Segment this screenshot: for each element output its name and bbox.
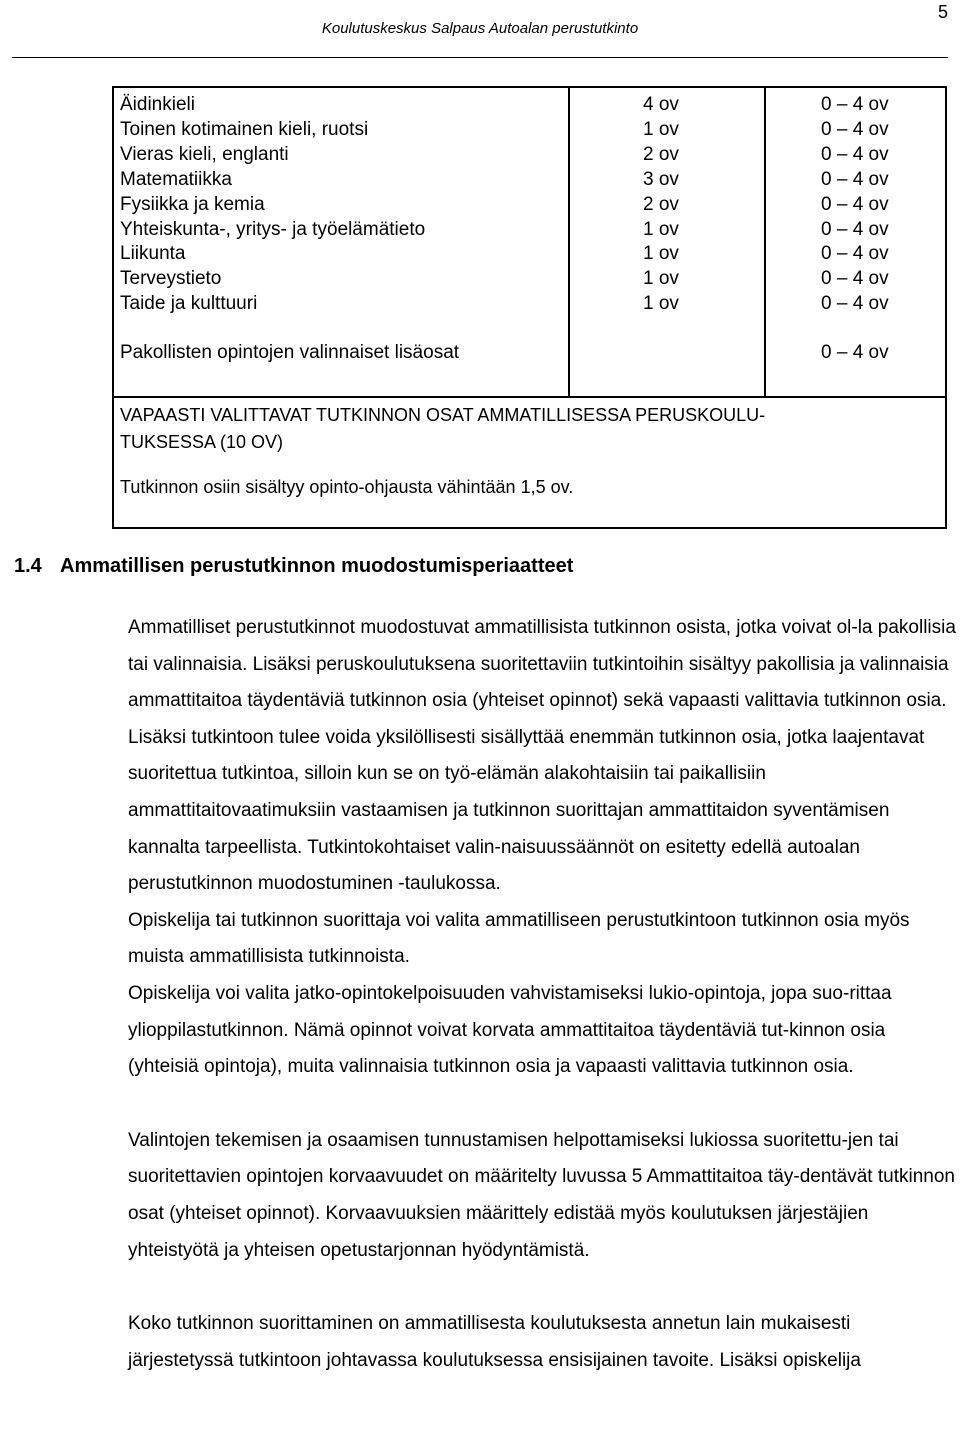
guidance-note: Tutkinnon osiin sisältyy opinto-ohjausta vähintään 1,5 ov. — [120, 477, 574, 497]
credit-range: 0 – 4 ov — [821, 268, 889, 290]
minimum-credits: 2 ov — [643, 143, 679, 165]
free-choice-heading — [120, 402, 765, 456]
credit-range: 0 – 4 ov — [821, 193, 889, 215]
table-row-divider — [114, 396, 945, 398]
minimum-credits: 1 ov — [643, 243, 679, 265]
paragraph: Opiskelija tai tutkinnon suorittaja voi valita ammatilliseen perustutkintoon tutkinnon osia myös muista ammatillisista tutkinnoista. — [128, 909, 910, 968]
subject-name: Toinen kotimainen kieli, ruotsi — [120, 118, 369, 140]
minimum-credits: 1 ov — [643, 293, 679, 315]
subject-name: Terveystieto — [120, 268, 222, 290]
subject-name: Äidinkieli — [120, 94, 195, 115]
minimum-credits: 3 ov — [643, 168, 679, 190]
minimum-credits: 4 ov — [643, 94, 679, 115]
page-number: 5 — [937, 2, 948, 22]
credit-range: 0 – 4 ov — [821, 218, 889, 240]
credit-range: 0 – 4 ov — [821, 168, 889, 190]
study-units-table — [112, 86, 947, 529]
subject-name: Liikunta — [120, 243, 186, 265]
minimum-credits: 1 ov — [643, 268, 679, 290]
subject-name: Vieras kieli, englanti — [120, 143, 289, 165]
minimum-credits: 1 ov — [643, 118, 679, 140]
subject-list — [120, 93, 425, 317]
subject-name: Yhteiskunta-, yritys- ja työelämätieto — [120, 218, 426, 240]
section-heading — [14, 555, 573, 578]
paragraph: Koko tutkinnon suorittaminen on ammatillisesta koulutuksesta annetun lain mukaisesti järjestetyssä tutkintoon johtavassa koulutuksessa ensisijainen tavoite. Lisäksi opiskelija — [128, 1313, 861, 1371]
credit-range: 0 – 4 ov — [821, 293, 889, 315]
table-column-divider — [764, 88, 766, 396]
credit-range: 0 – 4 ov — [821, 118, 889, 140]
credit-range: 0 – 4 ov — [821, 94, 889, 115]
subject-name: Taide ja kulttuuri — [120, 293, 258, 315]
paragraph: Ammatilliset perustutkinnot muodostuvat ammatillisista tutkinnon osista, jotka voivat ol-la pakollisia tai valinnaisia. Lisäksi peruskoulutuksena suoritettaviin tutkintoihin sisältyy pakollisia ja valinnaisia ammattitaitoa täydentäviä tutkinnon osia (yhteiset opinnot) sekä vapaasti valittavia tutkinnon osia. Lisäksi tutkintoon tulee voida yksilöllisesti sisällyttää enemmän tutkinnon osia, jotka laajentavat suoritettua tutkintoa, silloin kun se on työ-elämän alakohtaisiin tai paikallisiin ammattitaitovaatimuksiin vastaamisen ja tutkinnon suorittajan ammattitaidon syventämisen kannalta tarpeellista. Tutkintokohtaiset valin-naisuussäännöt on esitetty edellä autoalan perustutkinnon muodostuminen -taulukossa. — [128, 617, 956, 895]
credit-range-column — [821, 93, 889, 317]
document-header: Koulutuskeskus Salpaus Autoalan perustutkinto — [321, 20, 639, 37]
minimum-credits-column — [643, 93, 679, 317]
minimum-credits: 2 ov — [643, 193, 679, 215]
section-title: Ammatillisen perustutkinnon muodostumisperiaatteet — [60, 555, 574, 577]
table-column-divider — [568, 88, 570, 396]
subject-name: Matematiikka — [120, 168, 232, 190]
free-choice-heading-line: TUKSESSA (10 OV) — [120, 432, 284, 452]
subject-name: Fysiikka ja kemia — [120, 193, 265, 215]
body-text — [128, 610, 960, 1379]
elective-label: Pakollisten opintojen valinnaiset lisäosat — [120, 342, 460, 363]
section-number: 1.4 — [14, 555, 42, 577]
free-choice-heading-line: VAPAASTI VALITTAVAT TUTKINNON OSAT AMMATILLISESSA PERUSKOULU- — [120, 405, 766, 425]
header-divider — [12, 57, 948, 58]
paragraph: Opiskelija voi valita jatko-opintokelpoisuuden vahvistamiseksi lukio-opintoja, jopa suo-rittaa ylioppilastutkinnon. Nämä opinnot voivat korvata ammattitaitoa täydentäviä tut-kinnon osia (yhteisiä opintoja), muita valinnaisia tutkinnon osia ja vapaasti valittavia tutkinnon osia. — [128, 982, 892, 1078]
credit-range: 0 – 4 ov — [821, 143, 889, 165]
paragraph: Valintojen tekemisen ja osaamisen tunnustamisen helpottamiseksi lukiossa suoritettu-jen tai suoritettavien opintojen korvaavuudet on määritelty luvussa 5 Ammattitaitoa täy-dentävät tutkinnon osat (yhteiset opinnot). Korvaavuuksien määrittely edistää myös koulutuksen järjestäjien yhteistyötä ja yhteisen opetustarjonnan hyödyntämistä. — [128, 1129, 955, 1261]
elective-range: 0 – 4 ov — [821, 342, 889, 363]
minimum-credits: 1 ov — [643, 218, 679, 240]
credit-range: 0 – 4 ov — [821, 243, 889, 265]
